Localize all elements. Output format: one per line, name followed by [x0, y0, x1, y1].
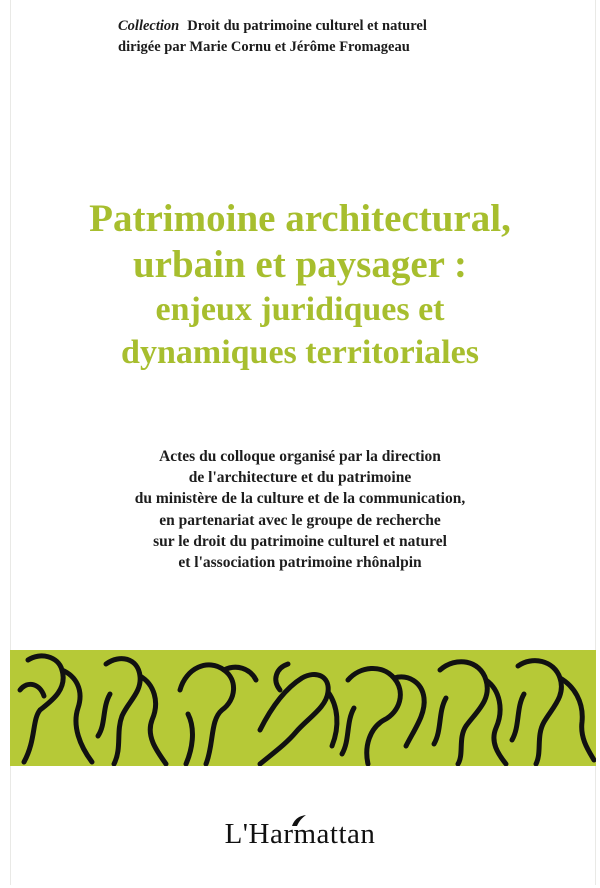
- description-line: de l'architecture et du patrimoine: [188, 469, 412, 487]
- book-title: [0, 196, 600, 374]
- description-line: du ministère de la culture et de la communication,: [134, 490, 466, 508]
- description-line: en partenariat avec le groupe de recherche: [159, 511, 441, 529]
- title-line-2: urbain et paysager :: [132, 243, 468, 286]
- description-line: et l'association patrimoine rhônalpin: [178, 554, 422, 572]
- book-description: [0, 446, 600, 573]
- collection-info: [118, 16, 558, 58]
- collection-label: Collection: [118, 18, 180, 34]
- collection-line: [118, 16, 558, 37]
- title-line-1: Patrimoine architectural,: [89, 197, 511, 240]
- description-line: sur le droit du patrimoine culturel et naturel: [153, 532, 447, 550]
- collection-name: Droit du patrimoine culturel et naturel: [187, 18, 427, 34]
- figures-illustration-band: [10, 650, 596, 766]
- description-line: Actes du colloque organisé par la direction: [159, 448, 441, 465]
- publisher-name: L'Harmattan: [224, 818, 376, 850]
- title-line-3: enjeux juridiques et: [155, 291, 445, 328]
- collection-directors: dirigée par Marie Cornu et Jérôme Fromageau: [118, 39, 410, 55]
- title-line-4: dynamiques territoriales: [121, 334, 479, 371]
- dancing-figures-illustration: [10, 650, 596, 766]
